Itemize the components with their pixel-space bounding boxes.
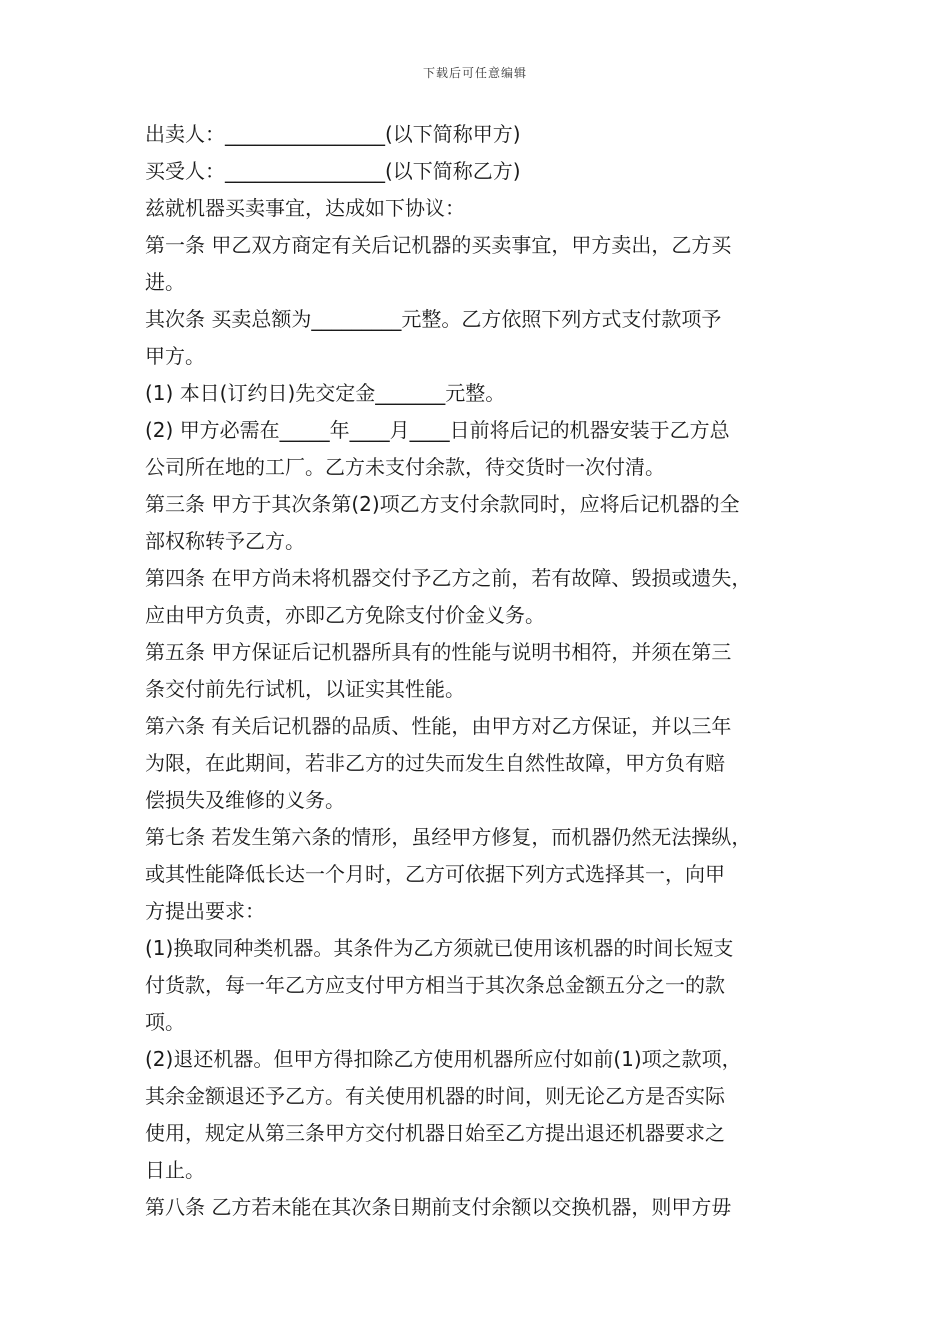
article-7-item-2-line-2: 其余金额退还予乙方。有关使用机器的时间，则无论乙方是否实际 <box>145 1084 725 1108</box>
article-4-line-1: 第四条 在甲方尚未将机器交付予乙方之前，若有故障、毁损或遗失， <box>145 566 752 590</box>
article-1-line-1: 第一条 甲乙双方商定有关后记机器的买卖事宜，甲方卖出，乙方买 <box>145 233 732 257</box>
buyer-line: 买受人：________________(以下简称乙方) <box>145 159 521 183</box>
article-3-line-1: 第三条 甲方于其次条第(2)项乙方支付余款同时，应将后记机器的全 <box>145 492 740 516</box>
page-header: 下载后可任意编辑 <box>422 66 527 80</box>
article-1-line-2: 进。 <box>145 270 185 294</box>
article-8-line-1: 第八条 乙方若未能在其次条日期前支付余额以交换机器，则甲方毋 <box>145 1195 732 1219</box>
article-5-line-2: 条交付前先行试机，以证实其性能。 <box>145 677 465 701</box>
article-5-line-1: 第五条 甲方保证后记机器所具有的性能与说明书相符，并须在第三 <box>145 640 732 664</box>
article-4-line-2: 应由甲方负责，亦即乙方免除支付价金义务。 <box>145 603 545 627</box>
article-2-line-1: 其次条 买卖总额为_________元整。乙方依照下列方式支付款项予 <box>145 307 722 331</box>
article-7-line-3: 方提出要求： <box>145 899 265 923</box>
article-2-line-2: 甲方。 <box>145 344 205 368</box>
article-7-line-2: 或其性能降低长达一个月时，乙方可依据下列方式选择其一，向甲 <box>145 862 725 886</box>
article-6-line-2: 为限，在此期间，若非乙方的过失而发生自然性故障，甲方负有赔 <box>145 751 725 775</box>
article-7-item-1-line-1: (1)换取同种类机器。其条件为乙方须就已使用该机器的时间长短支 <box>145 936 734 960</box>
article-7-line-1: 第七条 若发生第六条的情形，虽经甲方修复，而机器仍然无法操纵， <box>145 825 752 849</box>
seller-line: 出卖人：________________(以下简称甲方) <box>145 122 521 146</box>
article-2-item-2-line-2: 公司所在地的工厂。乙方未支付余款，待交货时一次付清。 <box>145 455 665 479</box>
contract-body <box>145 116 815 1226</box>
article-6-line-3: 偿损失及维修的义务。 <box>145 788 345 812</box>
article-7-item-2-line-3: 使用，规定从第三条甲方交付机器日始至乙方提出退还机器要求之 <box>145 1121 725 1145</box>
article-2-item-2-line-1: (2) 甲方必需在_____年____月____日前将后记的机器安装于乙方总 <box>145 418 730 442</box>
article-6-line-1: 第六条 有关后记机器的品质、性能，由甲方对乙方保证，并以三年 <box>145 714 732 738</box>
article-2-item-1: (1) 本日(订约日)先交定金_______元整。 <box>145 381 506 405</box>
article-7-item-1-line-2: 付货款，每一年乙方应支付甲方相当于其次条总金额五分之一的款 <box>145 973 725 997</box>
article-7-item-1-line-3: 项。 <box>145 1010 185 1034</box>
article-7-item-2-line-4: 日止。 <box>145 1158 205 1182</box>
article-3-line-2: 部权称转予乙方。 <box>145 529 305 553</box>
agreement-intro: 兹就机器买卖事宜，达成如下协议： <box>145 196 465 220</box>
article-7-item-2-line-1: (2)退还机器。但甲方得扣除乙方使用机器所应付如前(1)项之款项， <box>145 1047 742 1071</box>
